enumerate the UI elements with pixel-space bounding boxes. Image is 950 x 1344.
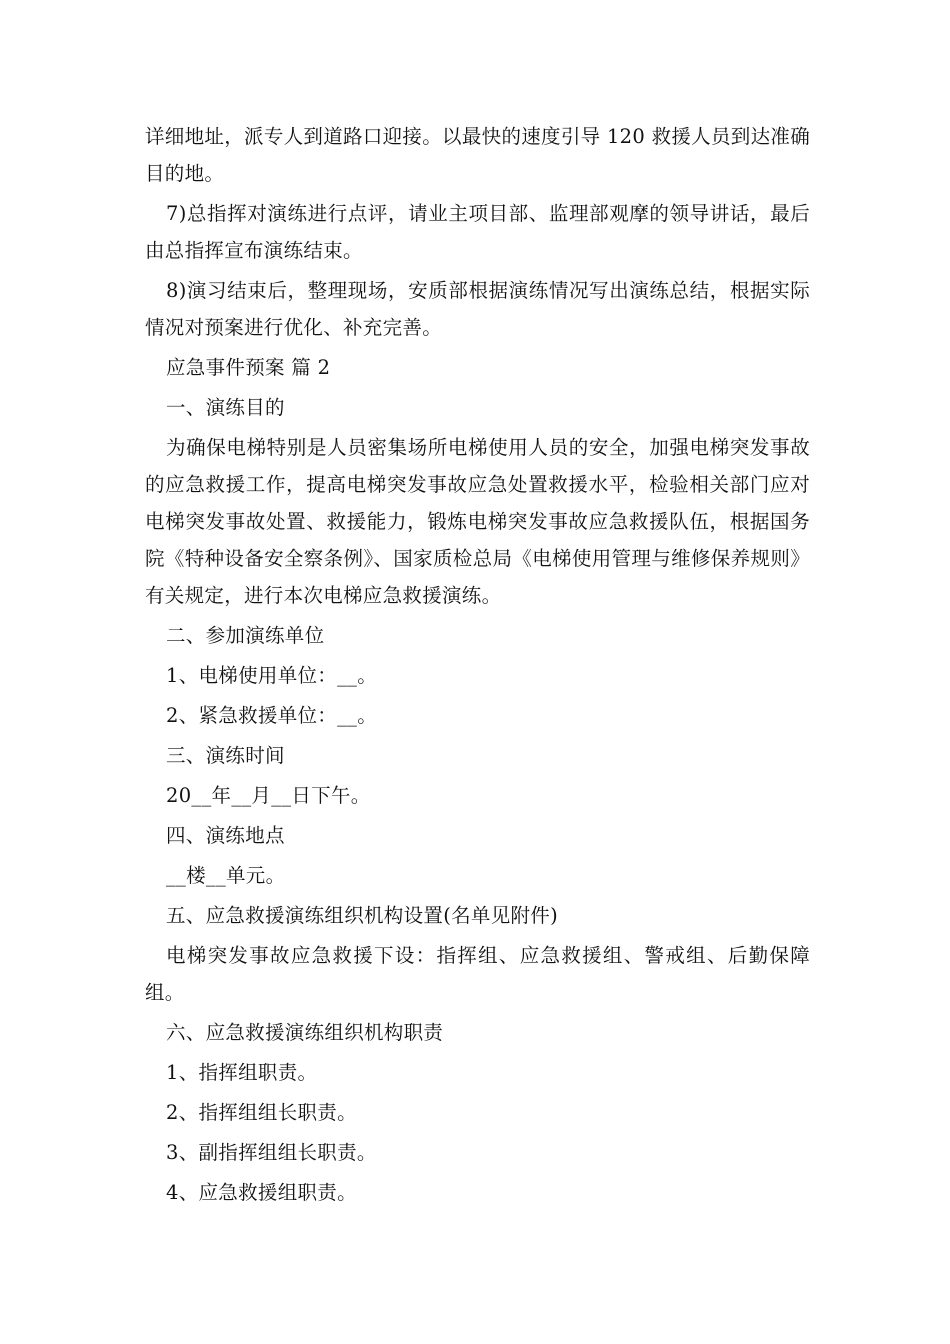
section-heading: 二、参加演练单位 (166, 624, 325, 647)
paragraph: 为确保电梯特别是人员密集场所电梯使用人员的安全，加强电梯突发事故的应急救援工作，提高电梯突发事故应急处置救援水平，检验相关部门应对电梯突发事故处置、救援能力，锻炼电梯突发事故应急救援队伍，根据国务院《特种设备安全察条例》、国家质检总局《电梯使用管理与维修保养规则》有关规定，进行本次电梯应急救援演练。 (145, 436, 810, 607)
list-item: 4、应急救援组职责。 (166, 1181, 357, 1204)
section-heading: 三、演练时间 (166, 744, 285, 767)
paragraph: 8)演习结束后，整理现场，安质部根据演练情况写出演练总结，根据实际情况对预案进行优化、补充完善。 (145, 279, 810, 339)
section-heading: 四、演练地点 (166, 824, 285, 847)
list-item: 2、指挥组组长职责。 (166, 1101, 357, 1124)
list-item: 2、紧急救援单位：__。 (166, 704, 378, 727)
section-heading: 六、应急救援演练组织机构职责 (166, 1021, 444, 1044)
paragraph: 20__年__月__日下午。 (166, 784, 371, 807)
list-item: 3、副指挥组组长职责。 (166, 1141, 377, 1164)
list-item: 1、电梯使用单位：__。 (166, 664, 378, 687)
section-heading: 五、应急救援演练组织机构设置(名单见附件) (166, 904, 559, 927)
section-heading: 一、演练目的 (166, 396, 285, 419)
paragraph: 电梯突发事故应急救援下设：指挥组、应急救援组、警戒组、后勤保障组。 (145, 944, 810, 1004)
section-title: 应急事件预案 篇 2 (166, 356, 331, 379)
document-body (145, 118, 810, 1214)
paragraph: 详细地址，派专人到道路口迎接。以最快的速度引导 120 救援人员到达准确目的地。 (145, 125, 810, 185)
paragraph: 7)总指挥对演练进行点评，请业主项目部、监理部观摩的领导讲话，最后由总指挥宣布演练结束。 (145, 202, 810, 262)
list-item: 1、指挥组职责。 (166, 1061, 318, 1084)
paragraph: __楼__单元。 (166, 864, 286, 887)
